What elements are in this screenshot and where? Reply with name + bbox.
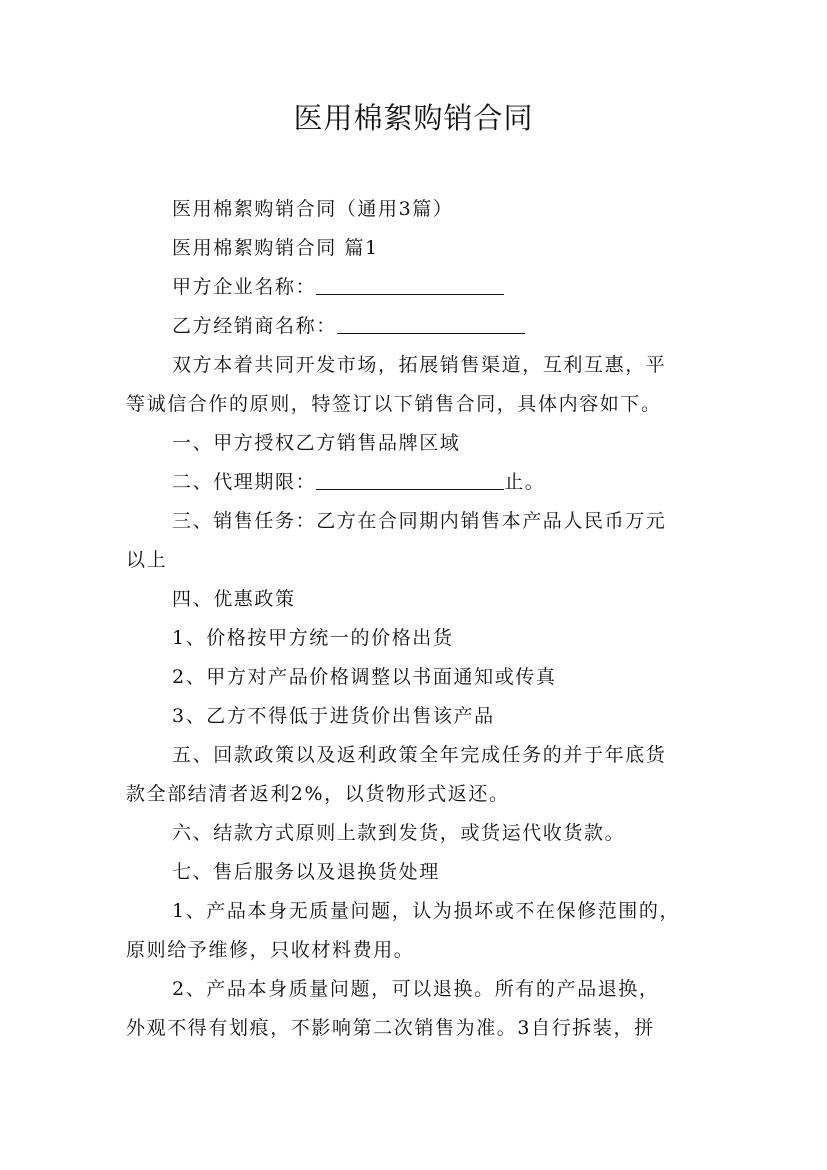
paragraph-line: 3、乙方不得低于进货价出售该产品: [172, 705, 495, 727]
document-body: [126, 190, 706, 1048]
party-a-name-field: [126, 268, 706, 307]
paragraph-line: 外观不得有划痕，不影响第二次销售为准。3自行拆装，拼: [126, 1017, 655, 1039]
paragraph-line: 医用棉絮购销合同 篇1: [172, 237, 379, 259]
field-label: 乙方经销商名称：: [172, 315, 337, 337]
paragraph-line: 1、产品本身无质量问题，认为损坏或不在保修范围的，: [172, 900, 681, 922]
field-label: 甲方企业名称：: [172, 276, 317, 298]
paragraph-line: 1、价格按甲方统一的价格出货: [172, 627, 454, 649]
paragraph-line: 2、甲方对产品价格调整以书面通知或传真: [172, 666, 557, 688]
paragraph-line: 医用棉絮购销合同（通用3篇）: [172, 198, 454, 220]
fill-in-blank: [337, 313, 525, 334]
fill-in-blank: [316, 469, 504, 490]
paragraph-line: 七、售后服务以及退换货处理: [172, 861, 440, 883]
paragraph-line: 三、销售任务：乙方在合同期内销售本产品人民币万元: [172, 510, 667, 532]
paragraph-line: 六、结款方式原则上款到发货，或货运代收货款。: [172, 822, 626, 844]
party-b-name-field: [126, 307, 706, 346]
paragraph-line: 原则给予维修，只收材料费用。: [126, 939, 415, 961]
paragraph-line: 四、优惠政策: [172, 588, 296, 610]
paragraph-line: 2、产品本身质量问题，可以退换。所有的产品退换，: [172, 978, 660, 1000]
document-title: 医用棉絮购销合同: [293, 101, 534, 135]
paragraph-line: 款全部结清者返利2%，以货物形式返还。: [126, 783, 510, 805]
field-suffix: 止。: [504, 471, 546, 493]
fill-in-blank: [316, 274, 504, 295]
field-label: 二、代理期限：: [172, 471, 317, 493]
paragraph-line: 以上: [126, 549, 168, 571]
paragraph-line: 五、回款政策以及返利政策全年完成任务的并于年底货: [172, 744, 667, 766]
paragraph-line: 等诚信合作的原则，特签订以下销售合同，具体内容如下。: [126, 393, 662, 415]
agency-term-field: [126, 463, 706, 502]
paragraph-line: 双方本着共同开发市场，拓展销售渠道，互利互惠，平: [172, 354, 667, 376]
paragraph-line: 一、甲方授权乙方销售品牌区域: [172, 432, 461, 454]
